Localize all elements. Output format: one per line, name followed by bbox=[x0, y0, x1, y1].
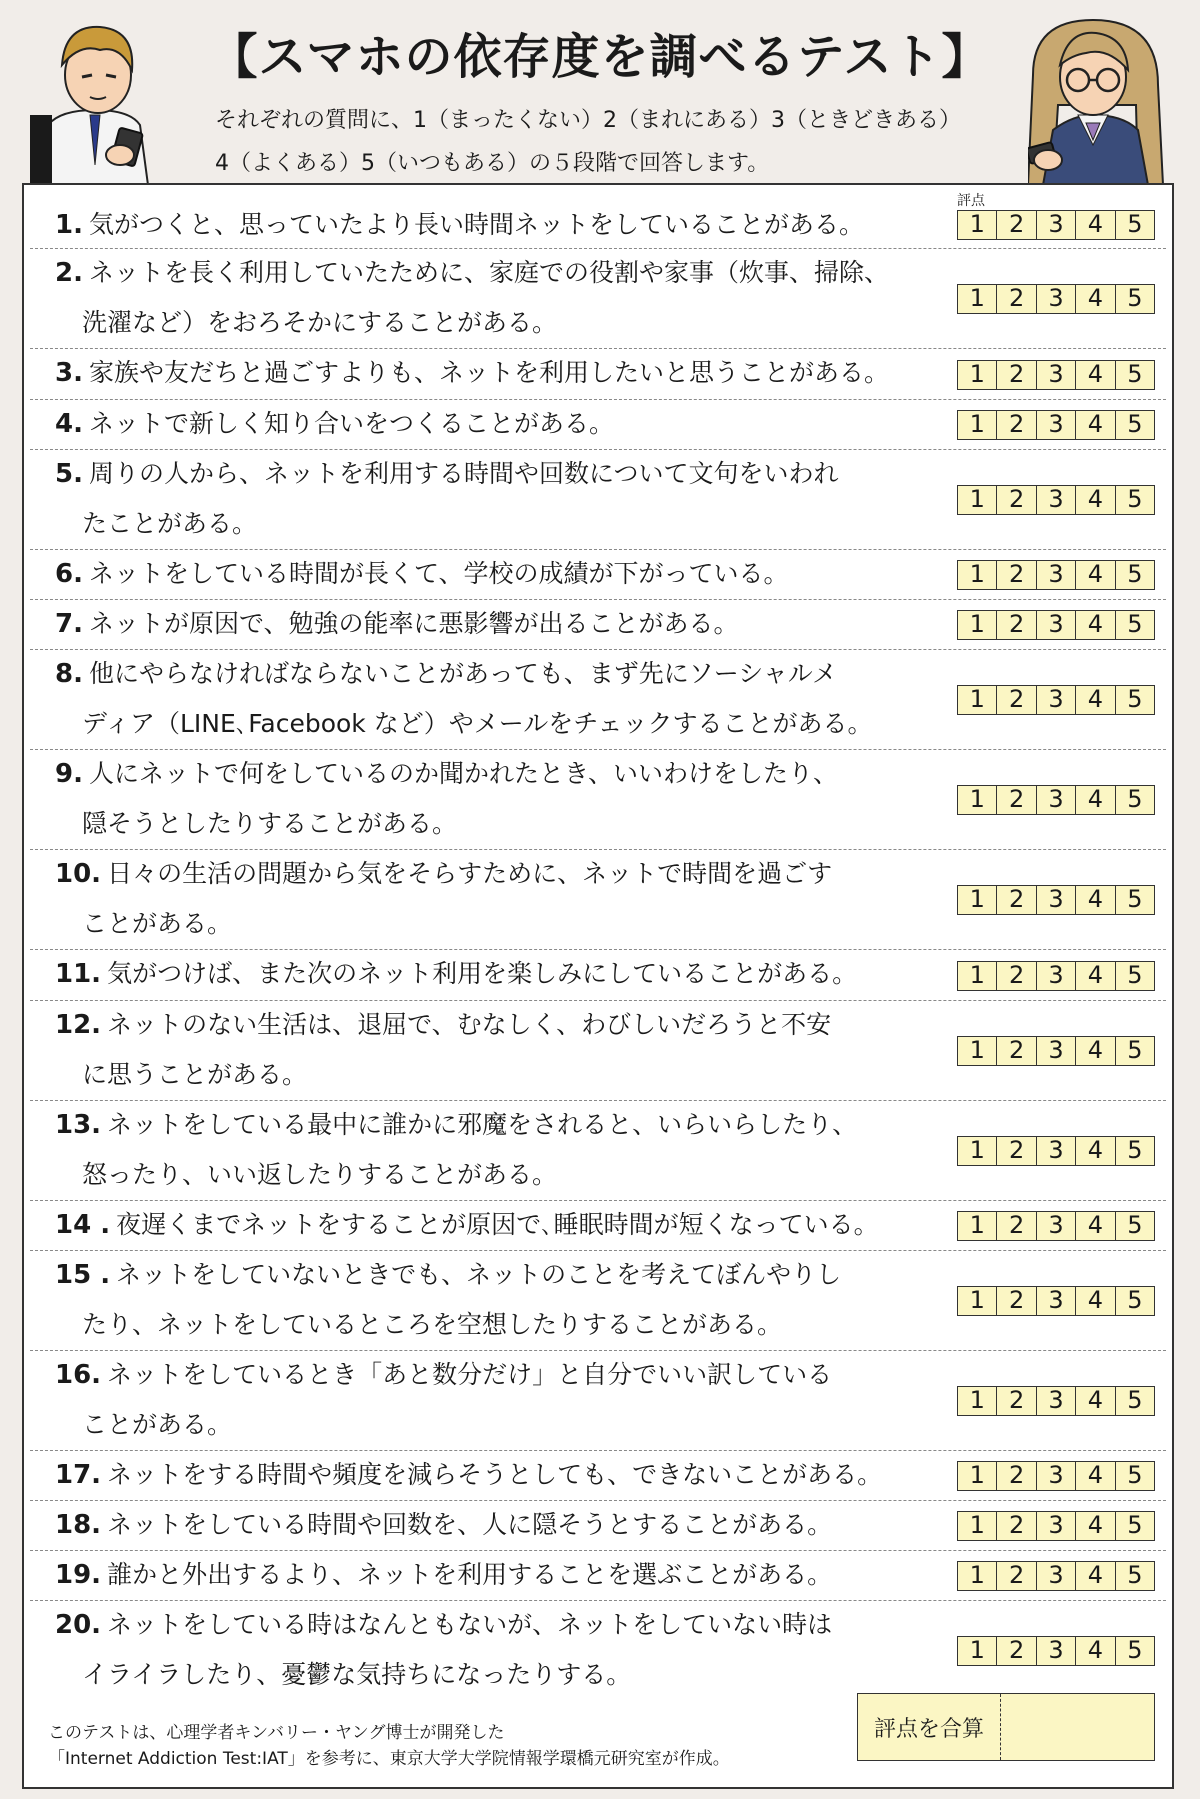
question-text-line: ディア（LINE､Facebook など）やメールをチェックすることがある。 bbox=[82, 709, 873, 738]
rating-option-4[interactable]: 4 bbox=[1076, 411, 1115, 439]
total-score-input-area[interactable] bbox=[1001, 1694, 1154, 1760]
rating-option-3[interactable]: 3 bbox=[1037, 1212, 1076, 1240]
question-text-line: ネットをしているとき「あと数分だけ」と自分でいい訳している bbox=[107, 1360, 833, 1389]
question-item bbox=[55, 1000, 925, 1100]
question-item bbox=[55, 1100, 925, 1200]
question-text-line: ネットが原因で、勉強の能率に悪影響が出ることがある。 bbox=[88, 609, 739, 638]
rating-option-1[interactable]: 1 bbox=[958, 1137, 997, 1165]
question-number: 4. bbox=[55, 409, 83, 439]
rating-option-4[interactable]: 4 bbox=[1076, 211, 1115, 239]
rating-scale bbox=[957, 885, 1155, 915]
rating-option-2[interactable]: 2 bbox=[997, 1512, 1036, 1540]
rating-option-4[interactable]: 4 bbox=[1076, 611, 1115, 639]
rating-scale bbox=[957, 485, 1155, 515]
question-text-line: ネットをしている最中に誰かに邪魔をされると、いらいらしたり、 bbox=[107, 1110, 858, 1139]
rating-option-4[interactable]: 4 bbox=[1076, 285, 1115, 313]
rating-option-5[interactable]: 5 bbox=[1116, 686, 1154, 714]
rating-scale bbox=[957, 410, 1155, 440]
question-text-line: ネットをしている時はなんともないが、ネットをしていない時は bbox=[107, 1610, 833, 1639]
rating-option-3[interactable]: 3 bbox=[1037, 1637, 1076, 1665]
question-text-line: ネットをする時間や頻度を減らそうとしても、できないことがある。 bbox=[107, 1460, 883, 1489]
rating-option-1[interactable]: 1 bbox=[958, 486, 997, 514]
rating-option-5[interactable]: 5 bbox=[1116, 361, 1154, 389]
rating-option-2[interactable]: 2 bbox=[997, 486, 1036, 514]
question-text-line: 周りの人から、ネットを利用する時間や回数について文句をいわれ bbox=[88, 459, 839, 488]
rating-option-5[interactable]: 5 bbox=[1116, 411, 1154, 439]
rating-scale bbox=[957, 610, 1155, 640]
question-text-line: ネットを長く利用していたために、家庭での役割や家事（炊事、掃除、 bbox=[88, 258, 889, 287]
question-item bbox=[55, 1550, 925, 1600]
question-text-line: 気がつけば、また次のネット利用を楽しみにしていることがある。 bbox=[107, 959, 858, 988]
boy-with-phone-illustration bbox=[20, 15, 170, 185]
question-number: 11. bbox=[55, 959, 102, 989]
rating-option-3[interactable]: 3 bbox=[1037, 211, 1076, 239]
question-item bbox=[55, 849, 925, 949]
rating-option-4[interactable]: 4 bbox=[1076, 886, 1115, 914]
rating-option-5[interactable]: 5 bbox=[1116, 1037, 1154, 1065]
page-title: 【スマホの依存度を調べるテスト】 bbox=[209, 29, 991, 85]
footer-note-line-2: 「Internet Addiction Test:IAT」を参考に、東京大学大学院情報学環橋元研究室が作成。 bbox=[48, 1749, 730, 1769]
question-number: 18. bbox=[55, 1510, 102, 1540]
question-text-line: ことがある。 bbox=[82, 909, 233, 938]
question-item bbox=[55, 1350, 925, 1450]
rating-option-3[interactable]: 3 bbox=[1037, 611, 1076, 639]
rating-option-4[interactable]: 4 bbox=[1076, 686, 1115, 714]
rating-option-3[interactable]: 3 bbox=[1037, 1037, 1076, 1065]
rating-column-header: 評点 bbox=[957, 193, 985, 209]
rating-option-2[interactable]: 2 bbox=[997, 1637, 1036, 1665]
question-item bbox=[55, 248, 925, 348]
rating-option-2[interactable]: 2 bbox=[997, 1212, 1036, 1240]
rating-option-3[interactable]: 3 bbox=[1037, 1387, 1076, 1415]
rating-scale bbox=[957, 560, 1155, 590]
question-text-line: ネットで新しく知り合いをつくることがある。 bbox=[88, 409, 614, 438]
total-score-box bbox=[857, 1693, 1155, 1761]
rating-option-4[interactable]: 4 bbox=[1076, 1387, 1115, 1415]
rating-option-2[interactable]: 2 bbox=[997, 1462, 1036, 1490]
rating-option-1[interactable]: 1 bbox=[958, 1637, 997, 1665]
rating-option-4[interactable]: 4 bbox=[1076, 1287, 1115, 1315]
rating-option-3[interactable]: 3 bbox=[1037, 1462, 1076, 1490]
rating-option-2[interactable]: 2 bbox=[997, 1562, 1036, 1590]
question-text-line: 怒ったり、いい返したりすることがある。 bbox=[82, 1160, 558, 1189]
rating-option-1[interactable]: 1 bbox=[958, 411, 997, 439]
rating-option-1[interactable]: 1 bbox=[958, 962, 997, 990]
rating-option-4[interactable]: 4 bbox=[1076, 962, 1115, 990]
rating-scale bbox=[957, 284, 1155, 314]
question-text-line: 隠そうとしたりすることがある。 bbox=[82, 809, 458, 838]
rating-option-1[interactable]: 1 bbox=[958, 1387, 997, 1415]
rating-option-3[interactable]: 3 bbox=[1037, 1562, 1076, 1590]
rating-scale bbox=[957, 210, 1155, 240]
rating-scale bbox=[957, 1461, 1155, 1491]
rating-option-5[interactable]: 5 bbox=[1116, 1137, 1154, 1165]
rating-scale bbox=[957, 685, 1155, 715]
rating-option-5[interactable]: 5 bbox=[1116, 886, 1154, 914]
rating-scale bbox=[957, 1136, 1155, 1166]
rating-option-5[interactable]: 5 bbox=[1116, 1212, 1154, 1240]
rating-scale bbox=[957, 1386, 1155, 1416]
rating-scale bbox=[957, 1561, 1155, 1591]
rating-option-5[interactable]: 5 bbox=[1116, 285, 1154, 313]
rating-option-4[interactable]: 4 bbox=[1076, 1037, 1115, 1065]
rating-option-4[interactable]: 4 bbox=[1076, 1637, 1115, 1665]
rating-scale bbox=[957, 1286, 1155, 1316]
question-text-line: たり、ネットをしているところを空想したりすることがある。 bbox=[82, 1310, 783, 1339]
rating-option-3[interactable]: 3 bbox=[1037, 285, 1076, 313]
question-text-line: 人にネットで何をしているのか聞かれたとき、いいわけをしたり、 bbox=[88, 759, 838, 788]
question-item bbox=[55, 599, 925, 649]
question-text-line: 家族や友だちと過ごすよりも、ネットを利用したいと思うことがある。 bbox=[88, 358, 889, 387]
instructions-line-2: 4（よくある）5（いつもある）の５段階で回答します。 bbox=[215, 151, 770, 176]
question-number: 1. bbox=[55, 210, 83, 240]
rating-option-5[interactable]: 5 bbox=[1116, 611, 1154, 639]
rating-option-2[interactable]: 2 bbox=[997, 1387, 1036, 1415]
instructions-line-1: それぞれの質問に、1（まったくない）2（まれにある）3（ときどきある） bbox=[215, 108, 961, 133]
rating-option-3[interactable]: 3 bbox=[1037, 561, 1076, 589]
question-text-line: 日々の生活の問題から気をそらすために、ネットで時間を過ごす bbox=[107, 859, 833, 888]
question-text-line: ネットをしていないときでも、ネットのことを考えてぼんやりし bbox=[116, 1260, 842, 1289]
rating-option-2[interactable]: 2 bbox=[997, 786, 1036, 814]
rating-scale bbox=[957, 360, 1155, 390]
rating-option-4[interactable]: 4 bbox=[1076, 1562, 1115, 1590]
rating-option-5[interactable]: 5 bbox=[1116, 561, 1154, 589]
question-text-line: 夜遅くまでネットをすることが原因で､睡眠時間が短くなっている。 bbox=[116, 1210, 879, 1239]
girl-with-phone-illustration bbox=[1028, 15, 1178, 185]
question-number: 19. bbox=[55, 1560, 102, 1590]
rating-option-3[interactable]: 3 bbox=[1037, 361, 1076, 389]
rating-option-1[interactable]: 1 bbox=[958, 561, 997, 589]
question-item bbox=[55, 549, 925, 599]
rating-option-3[interactable]: 3 bbox=[1037, 1287, 1076, 1315]
rating-option-2[interactable]: 2 bbox=[997, 1037, 1036, 1065]
question-text-line: イライラしたり、憂鬱な気持ちになったりする。 bbox=[82, 1660, 632, 1689]
question-item bbox=[55, 1500, 925, 1550]
rating-option-5[interactable]: 5 bbox=[1116, 1387, 1154, 1415]
rating-option-4[interactable]: 4 bbox=[1076, 1462, 1115, 1490]
rating-option-1[interactable]: 1 bbox=[958, 361, 997, 389]
rating-option-5[interactable]: 5 bbox=[1116, 1562, 1154, 1590]
rating-scale bbox=[957, 1511, 1155, 1541]
rating-option-5[interactable]: 5 bbox=[1116, 1462, 1154, 1490]
rating-option-3[interactable]: 3 bbox=[1037, 886, 1076, 914]
question-number: 14 . bbox=[55, 1210, 111, 1240]
question-text-line: ネットをしている時間が長くて、学校の成績が下がっている。 bbox=[88, 559, 789, 588]
rating-option-5[interactable]: 5 bbox=[1116, 211, 1154, 239]
rating-option-1[interactable]: 1 bbox=[958, 1562, 997, 1590]
rating-option-4[interactable]: 4 bbox=[1076, 1512, 1115, 1540]
rating-option-4[interactable]: 4 bbox=[1076, 561, 1115, 589]
rating-option-5[interactable]: 5 bbox=[1116, 1512, 1154, 1540]
question-item bbox=[55, 348, 925, 398]
question-text-line: 気がつくと、思っていたより長い時間ネットをしていることがある。 bbox=[88, 210, 864, 239]
question-number: 3. bbox=[55, 358, 83, 388]
total-score-label: 評点を合算 bbox=[858, 1694, 1001, 1760]
rating-option-2[interactable]: 2 bbox=[997, 361, 1036, 389]
question-item bbox=[55, 1450, 925, 1500]
rating-option-5[interactable]: 5 bbox=[1116, 786, 1154, 814]
question-text-line: 誰かと外出するより、ネットを利用することを選ぶことがある。 bbox=[107, 1560, 833, 1589]
rating-option-1[interactable]: 1 bbox=[958, 211, 997, 239]
question-item bbox=[55, 649, 925, 749]
question-number: 15 . bbox=[55, 1260, 111, 1290]
question-number: 8. bbox=[55, 659, 83, 689]
question-item bbox=[55, 200, 925, 250]
rating-option-3[interactable]: 3 bbox=[1037, 686, 1076, 714]
question-text-line: 他にやらなければならないことがあっても、まず先にソーシャルメ bbox=[88, 659, 837, 688]
question-number: 13. bbox=[55, 1110, 102, 1140]
question-number: 5. bbox=[55, 459, 83, 489]
question-number: 20. bbox=[55, 1610, 102, 1640]
rating-scale bbox=[957, 1211, 1155, 1241]
rating-option-3[interactable]: 3 bbox=[1037, 486, 1076, 514]
question-item bbox=[55, 1200, 925, 1250]
rating-scale bbox=[957, 1036, 1155, 1066]
question-text-line: ことがある。 bbox=[82, 1410, 233, 1439]
question-number: 16. bbox=[55, 1360, 102, 1390]
question-item bbox=[55, 1600, 925, 1700]
question-item bbox=[55, 949, 925, 999]
rating-option-5[interactable]: 5 bbox=[1116, 1637, 1154, 1665]
rating-option-1[interactable]: 1 bbox=[958, 1462, 997, 1490]
question-number: 17. bbox=[55, 1460, 102, 1490]
question-item bbox=[55, 399, 925, 449]
rating-option-1[interactable]: 1 bbox=[958, 1212, 997, 1240]
rating-option-4[interactable]: 4 bbox=[1076, 361, 1115, 389]
rating-option-4[interactable]: 4 bbox=[1076, 786, 1115, 814]
rating-option-5[interactable]: 5 bbox=[1116, 486, 1154, 514]
rating-scale bbox=[957, 1636, 1155, 1666]
rating-option-1[interactable]: 1 bbox=[958, 1287, 997, 1315]
rating-option-2[interactable]: 2 bbox=[997, 886, 1036, 914]
question-number: 7. bbox=[55, 609, 83, 639]
question-item bbox=[55, 1250, 925, 1350]
rating-option-3[interactable]: 3 bbox=[1037, 411, 1076, 439]
question-number: 2. bbox=[55, 258, 83, 288]
question-text-line: ネットのない生活は、退屈で、むなしく、わびしいだろうと不安 bbox=[107, 1010, 832, 1039]
rating-option-1[interactable]: 1 bbox=[958, 285, 997, 313]
rating-option-5[interactable]: 5 bbox=[1116, 962, 1154, 990]
rating-option-2[interactable]: 2 bbox=[997, 211, 1036, 239]
rating-option-2[interactable]: 2 bbox=[997, 411, 1036, 439]
rating-option-4[interactable]: 4 bbox=[1076, 486, 1115, 514]
question-item bbox=[55, 749, 925, 849]
question-number: 9. bbox=[55, 759, 83, 789]
rating-option-1[interactable]: 1 bbox=[958, 1512, 997, 1540]
rating-option-3[interactable]: 3 bbox=[1037, 786, 1076, 814]
rating-option-3[interactable]: 3 bbox=[1037, 1512, 1076, 1540]
question-text-line: に思うことがある。 bbox=[82, 1060, 308, 1089]
rating-scale bbox=[957, 785, 1155, 815]
question-text-line: ネットをしている時間や回数を、人に隠そうとすることがある。 bbox=[107, 1510, 833, 1539]
rating-option-1[interactable]: 1 bbox=[958, 1037, 997, 1065]
rating-option-3[interactable]: 3 bbox=[1037, 1137, 1076, 1165]
rating-option-2[interactable]: 2 bbox=[997, 611, 1036, 639]
rating-option-2[interactable]: 2 bbox=[997, 1287, 1036, 1315]
rating-option-2[interactable]: 2 bbox=[997, 561, 1036, 589]
rating-option-1[interactable]: 1 bbox=[958, 886, 997, 914]
question-item bbox=[55, 449, 925, 549]
footer-note-line-1: このテストは、心理学者キンバリー・ヤング博士が開発した bbox=[48, 1723, 505, 1743]
rating-scale bbox=[957, 961, 1155, 991]
rating-option-2[interactable]: 2 bbox=[997, 285, 1036, 313]
rating-option-5[interactable]: 5 bbox=[1116, 1287, 1154, 1315]
question-number: 12. bbox=[55, 1010, 102, 1040]
rating-option-4[interactable]: 4 bbox=[1076, 1137, 1115, 1165]
rating-option-4[interactable]: 4 bbox=[1076, 1212, 1115, 1240]
rating-option-1[interactable]: 1 bbox=[958, 786, 997, 814]
question-number: 6. bbox=[55, 559, 83, 589]
question-text-line: 洗濯など）をおろそかにすることがある。 bbox=[82, 308, 558, 337]
rating-option-2[interactable]: 2 bbox=[997, 1137, 1036, 1165]
rating-option-3[interactable]: 3 bbox=[1037, 962, 1076, 990]
question-text-line: たことがある。 bbox=[82, 509, 258, 538]
question-number: 10. bbox=[55, 859, 102, 889]
rating-option-2[interactable]: 2 bbox=[997, 686, 1036, 714]
rating-option-2[interactable]: 2 bbox=[997, 962, 1036, 990]
rating-option-1[interactable]: 1 bbox=[958, 686, 997, 714]
rating-option-1[interactable]: 1 bbox=[958, 611, 997, 639]
